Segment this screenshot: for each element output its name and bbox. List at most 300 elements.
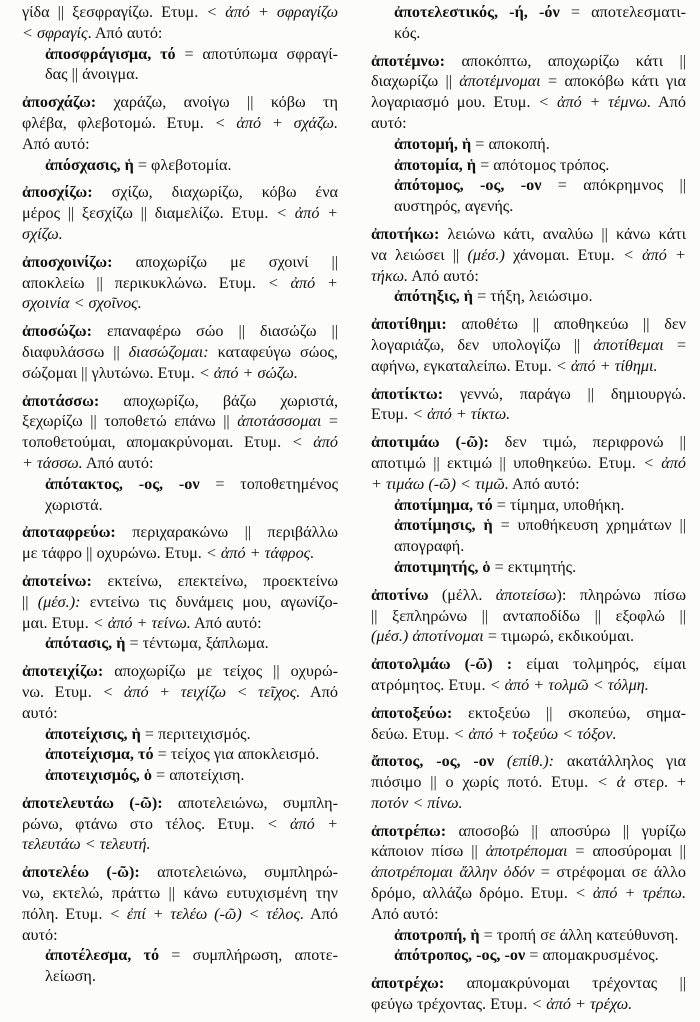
headword: ἀποσχάζω: xyxy=(22,93,97,112)
entry-line xyxy=(371,224,686,245)
italic-text: < σφραγίς xyxy=(22,23,88,42)
definition-text: γεννώ, παράγω || δημιουργώ. xyxy=(443,384,686,403)
definition-text: πόλη. Ετυμ. xyxy=(22,904,110,923)
entry-line xyxy=(22,925,338,946)
definition-text: φλέβα, φλεβοτομώ. Ετυμ. xyxy=(22,113,215,132)
entry-line xyxy=(371,606,686,627)
definition-text: επαναφέρω σώο || διασώζω || xyxy=(92,322,338,341)
definition-text: = απόκρημνος || xyxy=(541,176,686,195)
definition-text: σώζομαι || γλυτώνω. Ετυμ. xyxy=(22,363,199,382)
definition-text: κάποιον πίσω || xyxy=(371,842,486,861)
definition-text: = τίμημα, υποθήκη. xyxy=(492,495,625,514)
definition-text: = αποκοπή. xyxy=(471,134,550,153)
entry-line xyxy=(371,245,686,266)
headword: ἀποτομία, ἡ xyxy=(394,155,477,174)
definition-text: Από xyxy=(300,682,338,701)
headword: ἀποτροπή, ἡ xyxy=(394,925,480,944)
entry-line xyxy=(371,453,686,474)
entry-line xyxy=(45,495,338,516)
definition-text: || ξεπληρώνω || ανταποδίδω || εξοφλώ || xyxy=(371,606,686,625)
entry-line xyxy=(22,613,338,634)
headword: ἀποτελευτάω (-ῶ): xyxy=(22,793,163,812)
definition-text: απογραφή. xyxy=(394,537,465,556)
sub-entry xyxy=(371,495,686,516)
entry-line xyxy=(394,536,686,557)
definition-text: να λειώσει || xyxy=(371,245,468,264)
italic-text: < ἀπό + σώζω. xyxy=(198,363,298,382)
italic-text: + τιμάω (-ῶ) < τιμῶ. xyxy=(371,474,509,493)
entry-line xyxy=(22,814,338,835)
definition-text: Από αυτό: xyxy=(190,613,262,632)
italic-text: < ἀπό + τρέχω. xyxy=(531,995,633,1014)
headword: ἀποσώζω: xyxy=(22,322,92,341)
definition-text: αποτελειώνω, συμπληρώ- xyxy=(139,863,338,882)
definition-text: Από αυτό: xyxy=(82,453,154,472)
definition-text: δρόμο, αλλάζω δρόμο. Ετυμ. xyxy=(371,884,575,903)
entry-line xyxy=(371,724,686,745)
definition-text: = απότομος τρόπος. xyxy=(476,155,610,174)
entry-line xyxy=(394,2,686,23)
italic-text: < ἀπό + xyxy=(622,245,686,264)
entry-line xyxy=(45,724,338,745)
entry-line xyxy=(22,661,338,682)
dictionary-entry xyxy=(22,2,338,44)
entry-line xyxy=(22,453,338,474)
sub-entry xyxy=(22,724,338,745)
definition-text: χάνομαι. Ετυμ. xyxy=(504,245,623,264)
entry-line xyxy=(394,286,686,307)
headword: ἀποσχοινίζω: xyxy=(22,252,113,271)
definition-text: δας || άνοιγμα. xyxy=(45,65,139,84)
definition-text: = τέντωμα, ξάπλωμα. xyxy=(125,634,269,653)
sub-entry xyxy=(22,633,338,654)
headword: ἀποτολμάω (-ῶ) : xyxy=(371,655,513,674)
italic-text: (επίθ.): xyxy=(494,752,555,771)
headword: ἀποτειχισμός, ὁ xyxy=(45,766,152,785)
entry-line xyxy=(394,925,686,946)
entry-line xyxy=(22,273,338,294)
definition-text: καταφεύγω σώος, xyxy=(208,342,338,361)
entry-line xyxy=(394,155,686,176)
sub-entry xyxy=(22,744,338,765)
definition-text: αυστηρός, αγενής. xyxy=(394,197,514,216)
entry-line xyxy=(371,703,686,724)
definition-text: = περιτειχισμός. xyxy=(140,724,251,743)
left-column xyxy=(22,2,338,994)
entry-line xyxy=(22,411,338,432)
definition-text: νω, εκτελώ, πράττω || κάνω ευτυχισμένη την xyxy=(22,884,338,903)
italic-text: ἀποτρέπομαι ἄλλην ὁδόν xyxy=(371,863,535,882)
definition-text: μέρος || ξεσχίζω || διαμελίζω. Ετυμ. xyxy=(22,204,277,223)
definition-text: χαράζω, ανοίγω || κόβω τη xyxy=(96,93,338,112)
headword: ἀποτήκω: xyxy=(371,224,440,243)
entry-line xyxy=(371,404,686,425)
entry-line xyxy=(45,744,338,765)
italic-text: < ἀπό + τρέπω. xyxy=(574,884,686,903)
entry-line xyxy=(22,92,338,113)
headword: ἀποτέμνω: xyxy=(371,51,446,70)
entry-line xyxy=(22,522,338,543)
entry-line xyxy=(22,834,338,855)
entry-line xyxy=(371,51,686,72)
italic-text: < ἀπό + τείνω. xyxy=(92,613,191,632)
definition-text: Από αυτό: xyxy=(408,266,479,285)
entry-line xyxy=(394,495,686,516)
dictionary-entry xyxy=(371,51,686,134)
sub-entry xyxy=(371,134,686,155)
definition-text: στερ. + xyxy=(625,773,686,792)
entry-line xyxy=(371,904,686,925)
italic-text: τελευτάω < τελευτή. xyxy=(22,835,151,854)
entry-line xyxy=(371,356,686,377)
definition-text: = αποκόβω κάτι για xyxy=(540,72,686,91)
entry-line xyxy=(371,654,686,675)
entry-line xyxy=(22,571,338,592)
headword: ἀποτίθημι: xyxy=(371,315,447,334)
entry-line xyxy=(22,182,338,203)
entry-line xyxy=(22,23,338,44)
headword: ἀποτίμημα, τό xyxy=(394,495,493,514)
definition-text: αυτό: xyxy=(22,925,58,944)
headword: ἀπότομος, -ος, -ον xyxy=(394,176,542,195)
italic-text: ἀποτείσω xyxy=(495,585,557,604)
headword: ἀποτάσσω: xyxy=(22,391,100,410)
entry-line xyxy=(22,113,338,134)
entry-line xyxy=(371,474,686,495)
entry-line xyxy=(22,293,338,314)
definition-text: = τοποθετημένος xyxy=(199,474,338,493)
definition-text: Από αυτό: xyxy=(508,474,580,493)
headword: ἄποτος, -ος, -ον xyxy=(371,752,495,771)
dictionary-entry xyxy=(22,321,338,383)
headword: ἀποτιμητής, ὁ xyxy=(394,557,491,576)
entry-line xyxy=(22,252,338,273)
definition-text: . Από αυτό: xyxy=(87,23,163,42)
entry-line xyxy=(394,515,686,536)
definition-text: αφήνω, εγκαταλείπω. Ετυμ. xyxy=(371,356,556,375)
italic-text: < ἀπό + τολμῶ < τόλμη. xyxy=(489,675,649,694)
headword: ἀπότροπος, -ος, -ον xyxy=(394,946,526,965)
italic-text: < ἀπό xyxy=(291,433,339,452)
definition-text: αποχωρίζω με σχοινί || xyxy=(112,252,338,271)
sub-entry xyxy=(22,945,338,987)
definition-text: δεν τιμώ, περιφρονώ || xyxy=(488,433,686,452)
entry-line xyxy=(22,391,338,412)
entry-line xyxy=(45,765,338,786)
definition-text: διαφυλάσσω || xyxy=(22,342,129,361)
dictionary-entry xyxy=(22,182,338,244)
definition-text: λογαριάζω, δεν υπολογίζω || xyxy=(371,335,594,354)
definition-text: αυτό: xyxy=(371,113,407,132)
italic-text: < ἀπό + xyxy=(276,204,338,223)
entry-line xyxy=(22,592,338,613)
headword: ἀπότακτος, -ος, -ον xyxy=(45,474,200,493)
definition-text: = απομακρυσμένος. xyxy=(525,946,659,965)
italic-text: (μέσ.) xyxy=(467,245,505,264)
entry-line xyxy=(394,23,686,44)
definition-text: Από xyxy=(651,93,686,112)
entry-line xyxy=(22,682,338,703)
sub-entry xyxy=(371,515,686,557)
definition-text: αποτιμώ || εκτιμώ || υποθηκεύω. Ετυμ. xyxy=(371,453,644,472)
italic-text: + τάσσω. xyxy=(22,453,83,472)
entry-line xyxy=(371,821,686,842)
dictionary-entry xyxy=(371,224,686,286)
headword: ἀποτίκτω: xyxy=(371,384,444,403)
definition-text: = αποτείχιση. xyxy=(151,766,245,785)
entry-line xyxy=(371,751,686,772)
entry-line xyxy=(45,155,338,176)
definition-text: περιχαρακώνω || περιβάλλω xyxy=(115,523,338,542)
italic-text: < ἀπό + xyxy=(267,273,338,292)
definition-text: || xyxy=(22,592,38,611)
definition-text: μαι. Ετυμ. xyxy=(22,613,93,632)
definition-text: διαχωρίζω || xyxy=(371,72,460,91)
dictionary-entry xyxy=(22,92,338,154)
sub-entry xyxy=(371,2,686,44)
entry-line xyxy=(22,883,338,904)
entry-line xyxy=(22,904,338,925)
sub-entry xyxy=(371,175,686,217)
sub-entry xyxy=(371,925,686,946)
italic-text: < ἐπί + τελέω (-ῶ) < τέλος. xyxy=(109,904,305,923)
entry-line xyxy=(45,44,338,65)
italic-text: ἀποτίθεμαι xyxy=(593,335,664,354)
definition-text: = τήξη, λειώσιμο. xyxy=(473,287,593,306)
entry-line xyxy=(45,945,338,966)
entry-line xyxy=(394,134,686,155)
headword: ἀποτίμησις, ἡ xyxy=(394,516,493,535)
italic-text: σχίζω. xyxy=(22,224,63,243)
italic-text: ἀποτρέπομαι xyxy=(485,842,568,861)
definition-text: ατρόμητος. Ετυμ. xyxy=(371,675,490,694)
definition-text: απομακρύνομαι τρέχοντας || xyxy=(444,974,686,993)
dictionary-entry xyxy=(22,391,338,474)
definition-text: = συμπλήρωση, αποτε- xyxy=(159,946,338,965)
headword: ἀποτείχισις, ἡ xyxy=(45,724,141,743)
entry-line xyxy=(22,793,338,814)
sub-entry xyxy=(371,286,686,307)
headword: ἀποτελέω (-ῶ): xyxy=(22,863,140,882)
entry-line xyxy=(371,841,686,862)
definition-text: αυτό: xyxy=(22,703,58,722)
italic-text: < ἀπό + σφραγίζω xyxy=(206,3,338,21)
definition-text: σχίζω, διαχωρίζω, κόβω ένα xyxy=(92,183,338,202)
headword: ἀποτέλεσμα, τό xyxy=(45,946,160,965)
italic-text: < ἀπό + τίθημι. xyxy=(555,356,658,375)
entry-line xyxy=(371,384,686,405)
entry-line xyxy=(45,966,338,987)
dictionary-entry xyxy=(371,703,686,745)
definition-text: = στρέφομαι σε άλλο xyxy=(534,863,686,882)
entry-line xyxy=(371,772,686,793)
dictionary-entry xyxy=(371,973,686,1015)
dictionary-entry xyxy=(371,432,686,494)
italic-text: < ἀπό + σχάζω. xyxy=(214,113,338,132)
entry-line xyxy=(394,557,686,578)
italic-text: < ἀπό + τέμνω. xyxy=(538,93,652,112)
dictionary-entry xyxy=(371,384,686,426)
entry-line xyxy=(394,175,686,196)
definition-text: = τείχος για αποκλεισμό. xyxy=(153,745,320,764)
definition-text: εκτείνω, επεκτείνω, προεκτείνω xyxy=(91,571,338,590)
definition-text: ξεχωρίζω || τοποθετώ επάνω || xyxy=(22,412,238,431)
entry-line xyxy=(22,432,338,453)
italic-text: (μέσ.): xyxy=(37,592,81,611)
entry-line xyxy=(371,113,686,134)
entry-line xyxy=(22,363,338,384)
italic-text: (μέσ.) ἀποτίνομαι xyxy=(371,627,484,646)
definition-text: γίδα || ξεσφραγίζω. Ετυμ. xyxy=(22,3,207,21)
entry-line xyxy=(22,543,338,564)
entry-line xyxy=(22,342,338,363)
italic-text: ποτόν < πίνω. xyxy=(371,793,463,812)
italic-text: < ἀπό xyxy=(643,453,687,472)
definition-text: = xyxy=(321,412,338,431)
entry-line xyxy=(22,224,338,245)
entry-line xyxy=(371,71,686,92)
definition-text: ακατάλληλος για xyxy=(554,752,687,771)
definition-text: είμαι τολμηρός, είμαι xyxy=(512,655,686,674)
dictionary-entry xyxy=(22,661,338,723)
entry-line xyxy=(22,321,338,342)
sub-entry xyxy=(22,44,338,86)
italic-text: < ἀπό + τειχίζω < τεῖχος. xyxy=(102,682,301,701)
definition-text: πιόσιμο || ο χωρίς ποτό. Ετυμ. xyxy=(371,773,597,792)
right-column xyxy=(371,2,686,1022)
definition-text: = αποτελεσματι- xyxy=(559,3,686,21)
headword: ἀποτειχίζω: xyxy=(22,662,104,681)
definition-text: χωριστά. xyxy=(45,495,103,514)
definition-text: με τάφρο || οχυρώνω. Ετυμ. xyxy=(22,544,206,563)
sub-entry xyxy=(22,155,338,176)
entry-line xyxy=(371,883,686,904)
definition-text: = τιμωρώ, εκδικούμαι. xyxy=(483,627,635,646)
entry-line xyxy=(22,2,338,23)
dictionary-entry xyxy=(371,585,686,647)
definition-text: = xyxy=(663,335,686,354)
headword: ἀποτελεστικός, -ή, -όν xyxy=(394,3,560,21)
dictionary-entry xyxy=(371,821,686,925)
italic-text: τήκω. xyxy=(371,266,409,285)
definition-text: αποτελειώνω, συμπλη- xyxy=(162,793,338,812)
definition-text: λειώνω κάτι, αναλύω || κάνω κάτι xyxy=(439,224,686,243)
dictionary-entry xyxy=(22,571,338,633)
headword: ἀποτίνω xyxy=(371,585,429,604)
entry-line xyxy=(22,703,338,724)
entry-line xyxy=(22,134,338,155)
entry-line xyxy=(371,266,686,287)
italic-text: ἀποτάσσομαι xyxy=(237,412,322,431)
headword: ἀπότηξις, ἡ xyxy=(394,287,474,306)
definition-text: = αποσύρομαι || xyxy=(567,842,686,861)
headword: ἀποτείνω: xyxy=(22,571,92,590)
dictionary-entry xyxy=(22,252,338,314)
definition-text: = εκτιμητής. xyxy=(490,557,577,576)
entry-line xyxy=(45,633,338,654)
definition-text: λογαριασμό μου. Ετυμ. xyxy=(371,93,539,112)
entry-line xyxy=(371,973,686,994)
entry-line xyxy=(371,432,686,453)
entry-line xyxy=(371,314,686,335)
definition-text: Από αυτό: xyxy=(22,134,90,153)
italic-text: < ἀπό + τάφρος. xyxy=(205,544,315,563)
definition-text: ): πληρώνω πίσω xyxy=(556,585,686,604)
italic-text: < ἀπό + xyxy=(266,814,338,833)
entry-line xyxy=(371,335,686,356)
definition-text: νω. Ετυμ. xyxy=(22,682,103,701)
definition-text: Από xyxy=(304,904,338,923)
definition-text: τοποθετούμαι, απομακρύνομαι. Ετυμ. xyxy=(22,433,292,452)
headword: ἀπότασις, ἡ xyxy=(45,634,126,653)
dictionary-entry xyxy=(22,522,338,564)
italic-text: ἀποτέμνομαι xyxy=(459,72,541,91)
sub-entry xyxy=(22,474,338,516)
dictionary-entry xyxy=(22,862,338,945)
definition-text: αποχωρίζω, βάζω χωριστά, xyxy=(99,391,338,410)
headword: ἀποταφρεύω: xyxy=(22,523,116,542)
entry-line xyxy=(22,862,338,883)
definition-text: αποκλείω || περικυκλώνω. Ετυμ. xyxy=(22,273,268,292)
entry-line xyxy=(371,793,686,814)
italic-text: < ἀπό + τίκτω. xyxy=(412,405,511,424)
entry-line xyxy=(394,945,686,966)
headword: ἀπόσχασις, ἡ xyxy=(45,155,134,174)
entry-line xyxy=(371,626,686,647)
entry-line xyxy=(394,196,686,217)
headword: ἀποτείχισμα, τό xyxy=(45,745,154,764)
entry-line xyxy=(371,862,686,883)
definition-text: αποθέτω || αποθηκεύω || δεν xyxy=(446,315,686,334)
italic-text: διασώζομαι: xyxy=(128,342,209,361)
headword: ἀποτιμάω (-ῶ): xyxy=(371,433,489,452)
entry-line xyxy=(45,64,338,85)
sub-entry xyxy=(22,765,338,786)
definition-text: = φλεβοτομία. xyxy=(133,155,232,174)
entry-line xyxy=(371,994,686,1015)
definition-text: = υποθήκευση χρημάτων || xyxy=(492,516,686,535)
definition-text: εκτοξεύω || σκοπεύω, σημα- xyxy=(452,703,686,722)
definition-text: Ετυμ. xyxy=(371,405,413,424)
italic-text: < ἀ xyxy=(597,773,626,792)
sub-entry xyxy=(371,557,686,578)
headword: ἀποτομή, ἡ xyxy=(394,134,472,153)
headword: ἀποτρέχω: xyxy=(371,974,445,993)
sub-entry xyxy=(371,155,686,176)
definition-text: (μέλλ. xyxy=(428,585,496,604)
definition-text: = τροπή σε άλλη κατεύθυνση. xyxy=(479,925,679,944)
dictionary-entry xyxy=(371,654,686,696)
headword: ἀποτοξεύω: xyxy=(371,703,453,722)
italic-text: < ἀπό + τοξεύω < τόξον. xyxy=(453,724,617,743)
headword: ἀποτρέπω: xyxy=(371,821,447,840)
definition-text: αποσοβώ || αποσύρω || γυρίζω xyxy=(446,821,686,840)
sub-entry xyxy=(371,945,686,966)
entry-line xyxy=(371,92,686,113)
entry-line xyxy=(371,675,686,696)
definition-text: λείωση. xyxy=(45,967,96,986)
dictionary-entry xyxy=(22,793,338,855)
entry-line xyxy=(371,585,686,606)
definition-text: δεύω. Ετυμ. xyxy=(371,724,454,743)
definition-text: αποκόπτω, αποχωρίζω κάτι || xyxy=(445,51,686,70)
entry-line xyxy=(45,474,338,495)
dictionary-entry xyxy=(371,751,686,813)
dictionary-entry xyxy=(371,314,686,376)
definition-text: αποχωρίζω με τείχος || οχυρώ- xyxy=(103,662,338,681)
definition-text: Από αυτό: xyxy=(371,904,439,923)
headword: ἀποσχίζω: xyxy=(22,183,93,202)
